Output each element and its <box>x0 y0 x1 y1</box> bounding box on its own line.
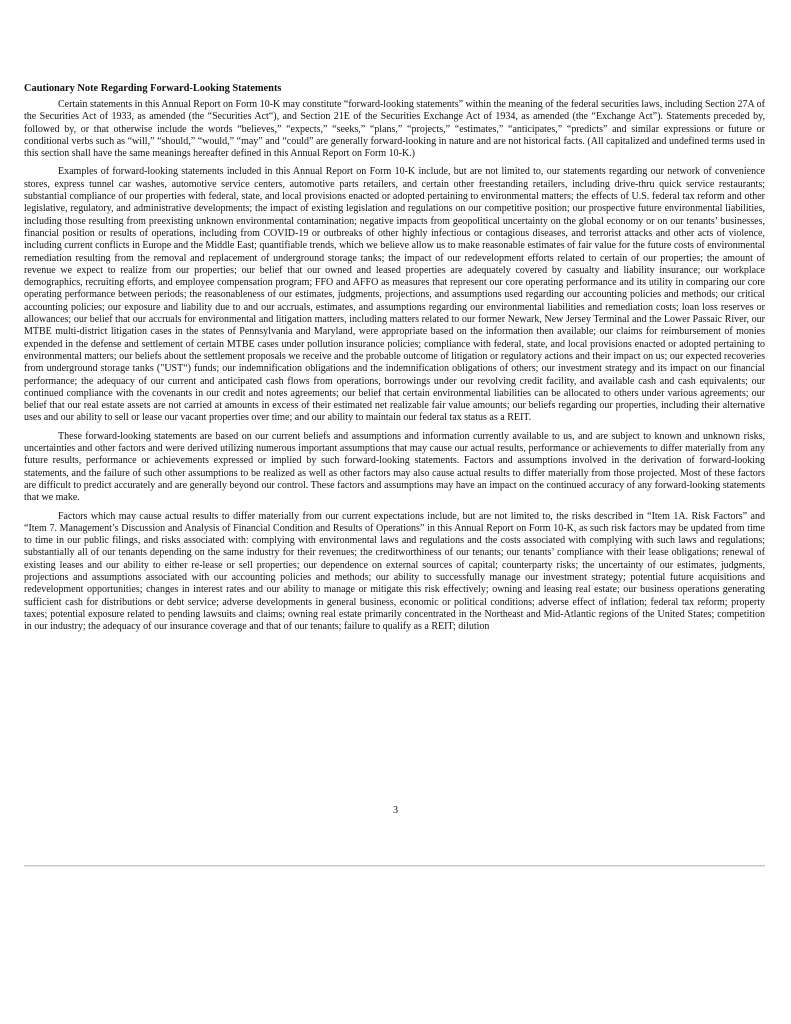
document-body <box>24 82 765 639</box>
paragraph-assumptions: These forward-looking statements are based on our current beliefs and assumptions and information currently available to us, and are subject to known and unknown risks, uncertainties and other factors and were derived utilizing numerous important assumptions that may cause our actual results, performance or achievements to differ materially from any future results, performance or achievements expressed or implied by such forward-looking statements. Factors and assumptions involved in the derivation of forward-looking statements, and the failure of such other assumptions to be realized as well as other factors may also cause actual results to differ materially from those projected. Most of these factors are difficult to predict accurately and are generally beyond our control. These factors and assumptions may have an impact on the continued accuracy of any forward-looking statements that we make. <box>24 430 765 504</box>
section-heading: Cautionary Note Regarding Forward-Looking Statements <box>24 83 282 94</box>
paragraph-intro: Certain statements in this Annual Report on Form 10-K may constitute “forward-looking statements” within the meaning of the federal securities laws, including Section 27A of the Securities Act of 1933, as amended (the “Securities Act“), and Section 21E of the Securities Exchange Act of 1934, as amended (the “Exchange Act”). Statements preceded by, followed by, or that otherwise include the words “believes,” “expects,” “seeks,” “plans,” “projects,” “estimates,” “anticipates,” “predicts” and similar expressions or future or conditional verbs such as “will,” “should,” “would,” “may” and “could” are generally forward-looking in nature and are not historical facts. (All capitalized and undefined terms used in this section shall have the same meanings hereafter defined in this Annual Report on Form 10-K.) <box>24 99 765 160</box>
paragraph-risk-factors: Factors which may cause actual results to differ materially from our current expectations include, but are not limited to, the risks described in “Item 1A. Risk Factors” and “Item 7. Management’s Discussion and Analysis of Financial Condition and Results of Operations” in this Annual Report on Form 10-K, as such risk factors may be updated from time to time in our public filings, and risks associated with: complying with environmental laws and regulations and the costs associated with complying with such laws and regulations; substantially all of our tenants depending on the same industry for their revenues; the creditworthiness of our tenants; our tenants’ compliance with their lease obligations; renewal of existing leases and our ability to either re-lease or sell properties; our dependence on external sources of capital; counterparty risks; the uncertainty of our estimates, judgments, projections and assumptions associated with our accounting policies and methods; our ability to successfully manage our investment strategy; potential future acquisitions and redevelopment opportunities; changes in interest rates and our ability to manage or mitigate this risk effectively; owning and leasing real estate; our business operations generating sufficient cash for distributions or debt service; adverse developments in general business, economic or political conditions; adverse effect of inflation; federal tax reform; property taxes; potential exposure related to pending lawsuits and claims; owning real estate primarily concentrated in the Northeast and Mid-Atlantic regions of the United States; competition in our industry; the adequacy of our insurance coverage and that of our tenants; failure to qualify as a REIT; dilution <box>24 510 765 633</box>
page-divider <box>24 865 765 867</box>
paragraph-examples: Examples of forward-looking statements included in this Annual Report on Form 10-K include, but are not limited to, our statements regarding our network of convenience stores, express tunnel car washes, automotive service centers, automotive parts retailers, and certain other freestanding retailers, including drive-thru quick service restaurants; substantial compliance of our properties with federal, state, and local provisions enacted or adopted pertaining to environmental matters; the effects of U.S. federal tax reform and other legislative, regulatory, and administrative developments; the impact of existing legislation and regulations on our competitive position; our prospective future environmental liabilities, including those resulting from preexisting unknown environmental contamination; negative impacts from geopolitical uncertainty on the global economy or on our tenants’ businesses, financial position or results of operations, including from COVID-19 or outbreaks of other highly infectious or contagious diseases, and terrorist attacks and other acts of violence, including current conflicts in Europe and the Middle East; quantifiable trends, which we believe allow us to make reasonable estimates of fair value for the future costs of environmental remediation resulting from the removal and replacement of underground storage tanks; the impact of our redevelopment efforts related to certain of our properties; the amount of revenue we expect to realize from our properties; our belief that our owned and leased properties are adequately covered by casualty and liability insurance; our workplace demographics, recruiting efforts, and employee compensation program; FFO and AFFO as measures that represent our core operating performance and its utility in comparing our core operating performance between periods; the reasonableness of our estimates, judgments, projections, and assumptions used regarding our accounting policies and methods; our critical accounting policies; our exposure and liability due to and our accruals, estimates, and assumptions regarding our environmental liabilities and remediation costs; loan loss reserves or allowances; our belief that our accruals for environmental and litigation matters, including matters related to our former Newark, New Jersey Terminal and the Lower Passaic River, our MTBE multi-district litigation cases in the states of Pennsylvania and Maryland, were appropriate based on the information then available; our claims for reimbursement of monies expended in the defense and settlement of certain MTBE cases under pollution insurance policies; compliance with federal, state, and local provisions enacted or adopted pertaining to environmental matters; our beliefs about the settlement proposals we receive and the probable outcome of litigation or regulatory actions and their impact on us; our expected recoveries from underground storage tanks ("UST“) funds; our indemnification obligations and the indemnification obligations of others; our investment strategy and its impact on our financial performance; the adequacy of our current and anticipated cash flows from operations, borrowings under our revolving credit facility, and available cash and cash equivalents; our continued compliance with the covenants in our credit and notes agreements; our belief that certain environmental liabilities can be allocated to others under various agreements; our belief that our real estate assets are not carried at amounts in excess of their estimated net realizable fair value amounts; our beliefs regarding our properties, including their alternative uses and our ability to sell or lease our vacant properties over time; and our ability to maintain our federal tax status as a REIT. <box>24 166 765 424</box>
page-number: 3 <box>393 805 398 816</box>
